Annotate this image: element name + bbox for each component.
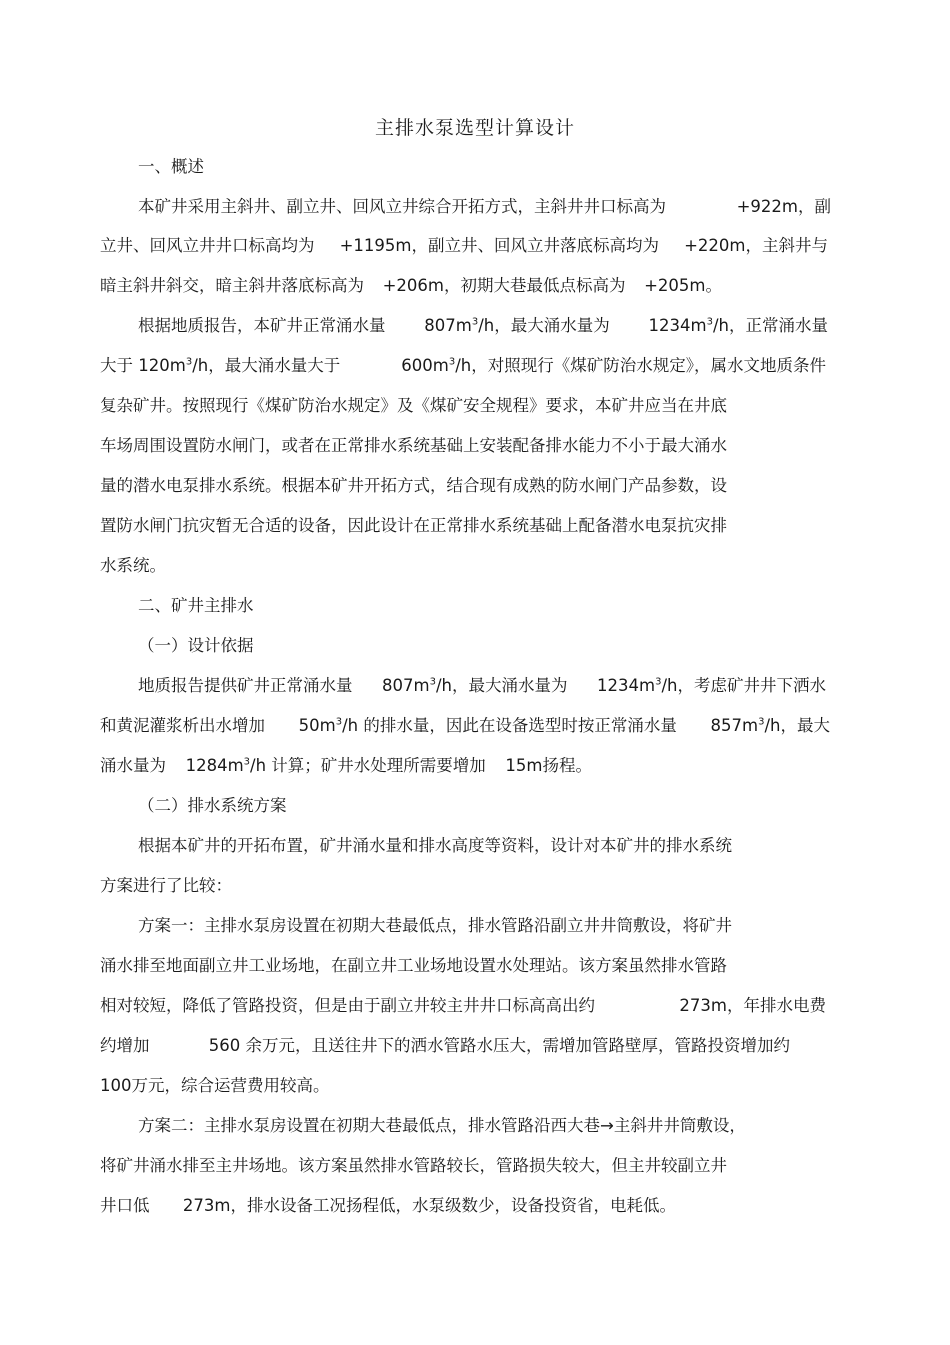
paragraph-line: 水系统。	[100, 556, 166, 575]
text-span: 本矿井采用主斜井、副立井、回风立井综合开拓方式，主斜井井口标高为	[138, 197, 666, 216]
paragraph-line: 置防水闸门抗灾暂无合适的设备，因此设计在正常排水系统基础上配备潜水电泵抗灾排	[100, 516, 727, 535]
text-span: 大于 $120m^3/h$，最大涌水量大于	[100, 356, 341, 375]
text-span: +205m。	[644, 276, 722, 295]
text-span: $600m^3/h$，对照现行《煤矿防治水规定》，属水文地质条件	[401, 356, 826, 375]
paragraph-line	[100, 354, 826, 378]
text-span: $807m^3/h$，最大涌水量为	[382, 676, 568, 695]
text-span: 和黄泥灌浆析出水增加	[100, 716, 265, 735]
text-span: 15m扬程。	[505, 756, 592, 775]
text-span: 立井、回风立井井口标高均为	[100, 236, 315, 255]
subsection-heading-design-basis: （一）设计依据	[138, 636, 254, 655]
subsection-heading-drainage-scheme: （二）排水系统方案	[138, 796, 287, 815]
text-span: $1234m^3/h$，考虑矿井井下洒水	[597, 676, 826, 695]
paragraph-line: 方案二：主排水泵房设置在初期大巷最低点，排水管路沿西大巷→主斜井井筒敷设，	[138, 1116, 746, 1135]
text-span: 273m，年排水电费	[679, 996, 826, 1015]
paragraph-line	[100, 714, 830, 738]
text-span: +1195m，副立井、回风立井落底标高均为	[339, 236, 659, 255]
text-span: $1234m^3/h$，正常涌水量	[648, 316, 828, 335]
paragraph-line	[100, 1034, 790, 1058]
text-span: 相对较短，降低了管路投资，但是由于副立井较主井井口标高高出约	[100, 996, 595, 1015]
text-span: $857m^3/h$，最大	[710, 716, 830, 735]
text-span: 涌水量为	[100, 756, 166, 775]
text-span: 井口低	[100, 1196, 150, 1215]
paragraph-line	[100, 1194, 676, 1218]
paragraph-line	[138, 674, 826, 698]
paragraph-line: 涌水排至地面副立井工业场地，在副立井工业场地设置水处理站。该方案虽然排水管路	[100, 956, 727, 975]
text-span: 560 余万元，且送往井下的洒水管路水压大，需增加管路壁厚，管路投资增加约	[208, 1036, 790, 1055]
section-heading-overview: 一、概述	[138, 157, 204, 176]
text-span: +220m，主斜井与	[684, 236, 828, 255]
text-span: 暗主斜井斜交，暗主斜井落底标高为	[100, 276, 364, 295]
paragraph-line	[100, 994, 826, 1018]
paragraph-line: 量的潜水电泵排水系统。根据本矿井开拓方式，结合现有成熟的防水闸门产品参数，设	[100, 476, 727, 495]
section-heading-main-drainage: 二、矿井主排水	[138, 596, 254, 615]
paragraph-line	[100, 234, 828, 258]
paragraph-line: 100万元，综合运营费用较高。	[100, 1076, 330, 1095]
text-span: 根据地质报告，本矿井正常涌水量	[138, 316, 386, 335]
text-span: $1284m^3/h$ 计算；矿井水处理所需要增加	[185, 756, 486, 775]
paragraph-line: 方案进行了比较：	[100, 876, 232, 895]
paragraph-line	[138, 195, 831, 219]
paragraph-line: 车场周围设置防水闸门，或者在正常排水系统基础上安装配备排水能力不小于最大涌水	[100, 436, 727, 455]
text-span: +922m，副	[736, 197, 831, 216]
paragraph-line: 复杂矿井。按照现行《煤矿防治水规定》及《煤矿安全规程》要求，本矿井应当在井底	[100, 396, 727, 415]
paragraph-line: 根据本矿井的开拓布置，矿井涌水量和排水高度等资料，设计对本矿井的排水系统	[138, 836, 732, 855]
text-span: 约增加	[100, 1036, 150, 1055]
page-title: 主排水泵选型计算设计	[374, 117, 575, 139]
text-span: +206m，初期大巷最低点标高为	[382, 276, 626, 295]
text-span: $50m^3/h$ 的排水量，因此在设备选型时按正常涌水量	[298, 716, 677, 735]
paragraph-line	[100, 274, 722, 298]
paragraph-line: 将矿井涌水排至主井场地。该方案虽然排水管路较长，管路损失较大，但主井较副立井	[100, 1156, 727, 1175]
paragraph-line	[138, 314, 828, 338]
text-span: $807m^3/h$，最大涌水量为	[424, 316, 610, 335]
text-span: 地质报告提供矿井正常涌水量	[138, 676, 353, 695]
paragraph-line: 方案一：主排水泵房设置在初期大巷最低点，排水管路沿副立井井筒敷设，将矿井	[138, 916, 732, 935]
text-span: 273m，排水设备工况扬程低，水泵级数少，设备投资省，电耗低。	[182, 1196, 676, 1215]
paragraph-line	[100, 754, 592, 778]
